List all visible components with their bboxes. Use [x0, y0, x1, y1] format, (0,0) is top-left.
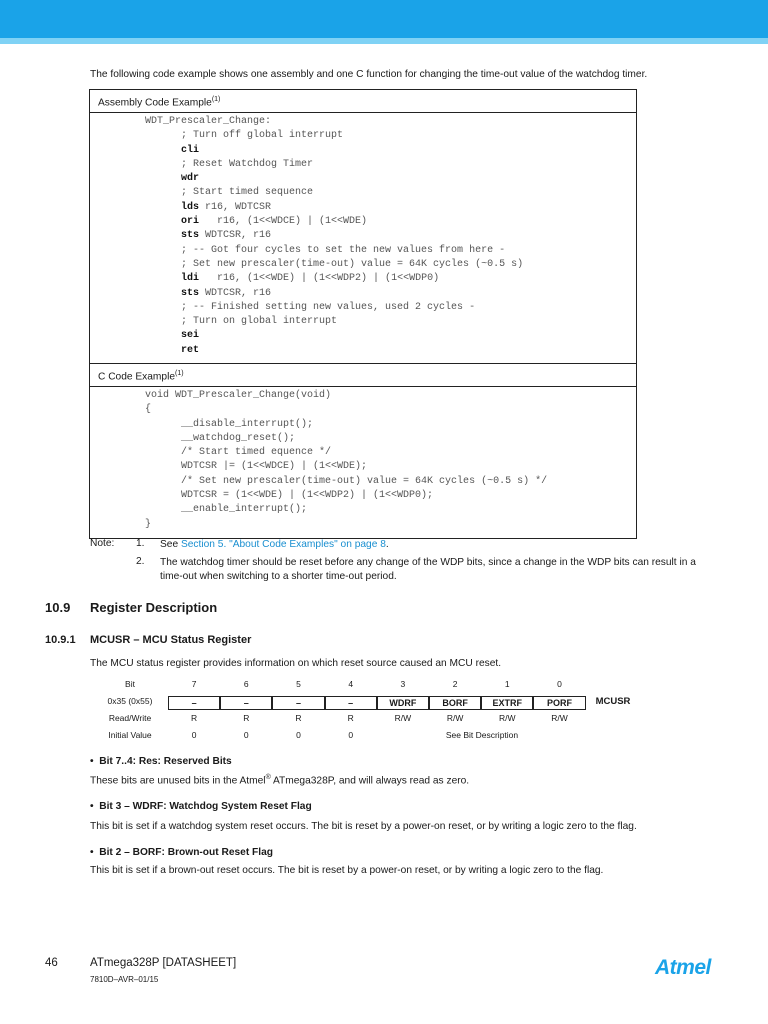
- code-text: ; -- Got four cycles to set the new values from here -: [181, 244, 506, 256]
- code-text: WDTCSR = (1<<WDE) | (1<<WDP2) | (1<<WDP0);: [181, 490, 434, 502]
- code-keyword: ori: [181, 216, 200, 228]
- header-accent-line: [0, 38, 768, 44]
- bit-7-4-text: [90, 774, 469, 786]
- bit-7-4-text-post: ATmega328P, and will always read as zero.: [270, 775, 470, 787]
- subsection-title: MCUSR – MCU Status Register: [90, 634, 252, 646]
- code-text: __enable_interrupt();: [181, 504, 308, 516]
- register-table: [0, 679, 768, 749]
- mcusr-intro: The MCU status register provides information on which reset source caused an MCU reset.: [90, 658, 502, 669]
- code-keyword: sts: [181, 287, 200, 299]
- code-line: [145, 244, 636, 258]
- intro-text: The following code example shows one assembly and one C function for changing the time-out value of the watchdog timer.: [90, 69, 648, 80]
- document-id: 7810D–AVR–01/15: [90, 975, 159, 984]
- code-line: [145, 186, 636, 200]
- code-line: [145, 489, 636, 503]
- code-text: WDTCSR, r16: [199, 230, 272, 242]
- bit-name-cell: EXTRF: [481, 696, 533, 710]
- code-text: ; Turn off global interrupt: [181, 130, 344, 142]
- c-header: [90, 363, 636, 387]
- code-line: [145, 158, 636, 172]
- bit-7-4-text-pre: These bits are unused bits in the Atmel: [90, 775, 266, 787]
- bit-7-4-title: Bit 7..4: Res: Reserved Bits: [99, 756, 232, 767]
- bit-access: R/W: [446, 713, 464, 723]
- code-line: [145, 272, 636, 286]
- bit-name-cell: PORF: [533, 696, 585, 710]
- code-keyword: cli: [181, 144, 200, 156]
- bit-number: 3: [400, 679, 406, 689]
- bit-name-cell: –: [168, 696, 220, 710]
- code-line: [145, 229, 636, 243]
- code-text: r16, WDTCSR: [199, 201, 272, 213]
- header-bar: [0, 0, 768, 38]
- bit-2-text: This bit is set if a brown-out reset occurs. The bit is reset by a power-on reset, or by writing a logic zero to the flag.: [90, 865, 604, 876]
- code-keyword: lds: [181, 201, 200, 213]
- code-text: __disable_interrupt();: [181, 418, 314, 430]
- bit-access: R: [191, 713, 198, 723]
- note-1-suffix: .: [385, 539, 389, 550]
- bit-3-heading: • Bit 3 – WDRF: Watchdog System Reset Flag: [90, 801, 312, 812]
- code-text: void WDT_Prescaler_Change(void): [145, 390, 332, 401]
- register-name: MCUSR: [595, 696, 631, 707]
- code-line: [145, 432, 636, 446]
- code-text: r16, (1<<WDE) | (1<<WDP2) | (1<<WDP0): [199, 273, 440, 285]
- bit-initial-value: 0: [191, 730, 197, 740]
- code-line: [145, 403, 636, 417]
- c-code-block: [90, 387, 636, 538]
- section-title: Register Description: [90, 600, 218, 615]
- code-line: [145, 446, 636, 460]
- code-text: ; Reset Watchdog Timer: [181, 158, 314, 170]
- code-keyword: wdr: [181, 173, 200, 185]
- code-line: [145, 115, 636, 129]
- bit-3-text: This bit is set if a watchdog system reset occurs. The bit is reset by a power-on reset, or by writing a logic zero to the flag.: [90, 821, 637, 832]
- bit-number: 2: [452, 679, 458, 689]
- code-line: [145, 215, 636, 229]
- page-number: 46: [45, 957, 58, 969]
- code-line: [145, 258, 636, 272]
- bit-number: 4: [348, 679, 354, 689]
- asm-code-block: [90, 113, 636, 363]
- row-label-bit: Bit: [125, 679, 135, 689]
- subsection-number: 10.9.1: [45, 634, 76, 646]
- asm-header: [90, 90, 636, 113]
- code-line: [145, 329, 636, 343]
- code-text: ; Turn on global interrupt: [181, 316, 338, 328]
- bit-name-cell: WDRF: [377, 696, 429, 710]
- code-text: {: [145, 404, 152, 416]
- bit-name-cell: –: [220, 696, 272, 710]
- code-text: /* Set new prescaler(time-out) value = 64K cycles (~0.5 s) */: [181, 475, 548, 487]
- code-example-table: [89, 89, 637, 539]
- code-line: [145, 503, 636, 517]
- bit-number: 6: [243, 679, 249, 689]
- note-1-number: 1.: [136, 538, 145, 549]
- row-label-address: 0x35 (0x55): [107, 696, 153, 706]
- document-title: ATmega328P [DATASHEET]: [90, 957, 237, 969]
- bit-access: R/W: [394, 713, 412, 723]
- code-text: ; Start timed sequence: [181, 187, 314, 199]
- bit-initial-value: 0: [296, 730, 301, 740]
- note-label: Note:: [90, 538, 115, 549]
- code-line: [145, 518, 636, 532]
- code-line: [145, 201, 636, 215]
- code-text: WDTCSR |= (1<<WDCE) | (1<<WDE);: [181, 461, 368, 473]
- code-line: [145, 389, 636, 403]
- atmel-logo: Atmel: [655, 956, 711, 979]
- code-line: [145, 144, 636, 158]
- code-text: /* Start timed equence */: [181, 447, 332, 459]
- code-line: [145, 172, 636, 186]
- code-line: [145, 287, 636, 301]
- bit-3-title: Bit 3 – WDRF: Watchdog System Reset Flag: [99, 801, 312, 812]
- bit-access: R: [347, 713, 354, 723]
- bit-7-4-heading: • Bit 7..4: Res: Reserved Bits: [90, 756, 232, 767]
- code-line: [145, 344, 636, 358]
- bit-name-cell: –: [325, 696, 377, 710]
- c-title: C Code Example: [98, 371, 176, 383]
- asm-footnote-ref: (1): [211, 96, 221, 103]
- code-line: [145, 301, 636, 315]
- code-line: [145, 315, 636, 329]
- section-link[interactable]: Section 5. "About Code Examples" on page 8: [180, 539, 386, 550]
- bit-initial-value: 0: [348, 730, 354, 740]
- c-footnote-ref: (1): [175, 370, 184, 377]
- code-line: [145, 460, 636, 474]
- code-text: }: [145, 518, 152, 530]
- initial-value-note: See Bit Description: [445, 730, 519, 740]
- bit-access: R/W: [499, 713, 516, 723]
- bit-2-title: Bit 2 – BORF: Brown-out Reset Flag: [99, 847, 273, 858]
- bit-name-cell: BORF: [429, 696, 481, 710]
- code-text: __watchdog_reset();: [181, 432, 296, 444]
- note-2-number: 2.: [136, 556, 145, 567]
- code-keyword: sei: [181, 330, 200, 342]
- code-line: [145, 418, 636, 432]
- code-keyword: sts: [181, 230, 200, 242]
- note-2-text: The watchdog timer should be reset before any change of the WDP bits, since a change in the WDP bits can result in a time-out when switching to a shorter time-out period.: [160, 557, 696, 582]
- note-1-prefix: See: [160, 539, 181, 550]
- bit-access: R: [295, 713, 302, 723]
- code-line: [145, 129, 636, 143]
- bit-number: 0: [557, 679, 562, 689]
- bit-initial-value: 0: [243, 730, 249, 740]
- code-keyword: ret: [181, 344, 200, 356]
- bit-access: R/W: [551, 713, 568, 723]
- bit-name-cell: –: [272, 696, 324, 710]
- row-label-initial: Initial Value: [108, 730, 152, 740]
- bit-number: 5: [296, 679, 301, 689]
- code-text: r16, (1<<WDCE) | (1<<WDE): [199, 216, 368, 228]
- row-label-rw: Read/Write: [108, 713, 152, 723]
- registered-mark: ®: [265, 774, 271, 781]
- section-number: 10.9: [45, 600, 71, 615]
- code-text: ; -- Finished setting new values, used 2 cycles -: [181, 301, 476, 313]
- asm-title: Assembly Code Example: [98, 97, 212, 109]
- code-text: WDT_Prescaler_Change:: [145, 116, 272, 127]
- note-1-text: [160, 538, 720, 552]
- code-keyword: ldi: [181, 273, 200, 285]
- code-line: [145, 475, 636, 489]
- bit-number: 7: [191, 679, 197, 689]
- bit-access: R: [243, 713, 250, 723]
- code-text: ; Set new prescaler(time-out) value = 64K cycles (~0.5 s): [181, 258, 524, 270]
- bit-2-heading: • Bit 2 – BORF: Brown-out Reset Flag: [90, 847, 273, 858]
- bit-number: 1: [504, 679, 510, 689]
- code-text: WDTCSR, r16: [199, 287, 272, 299]
